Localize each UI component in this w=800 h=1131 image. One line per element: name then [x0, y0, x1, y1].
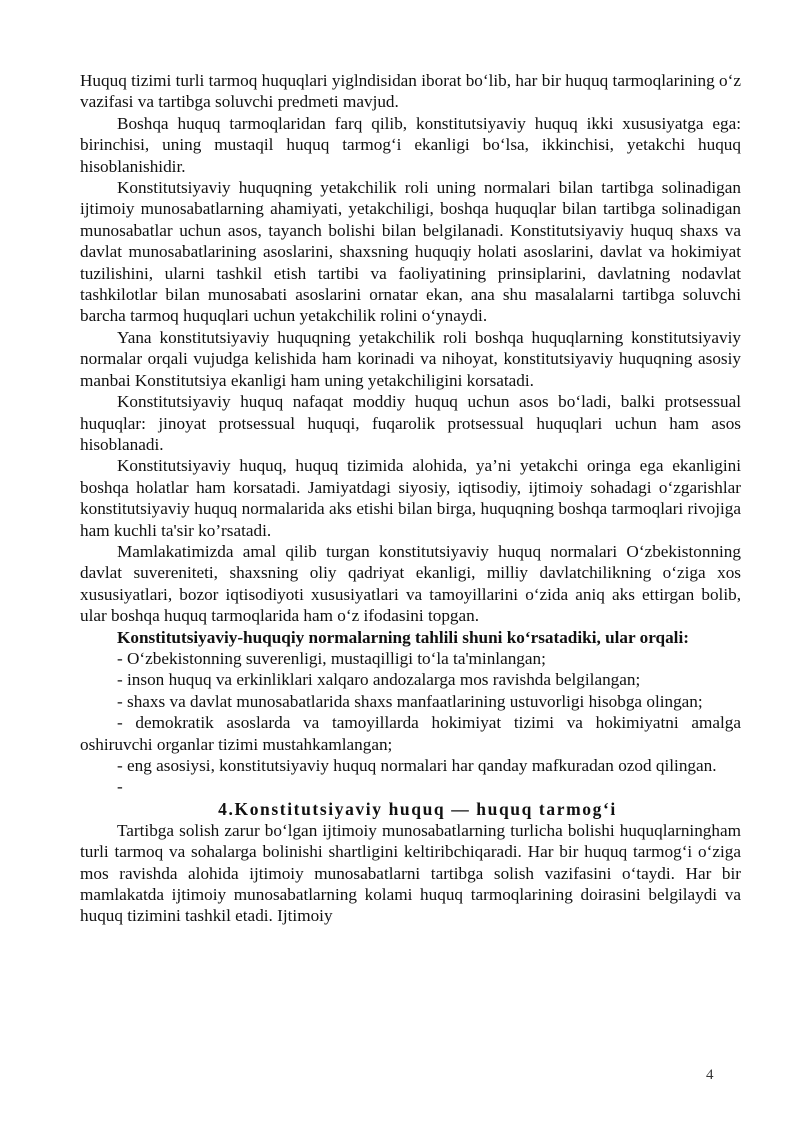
page-number: 4	[706, 1067, 714, 1083]
lone-dash: -	[117, 777, 123, 797]
list-item: - shaxs va davlat munosabatlarida shaxs manfaatlarining ustuvorligi hisobga olingan;	[117, 691, 703, 711]
paragraph: Mamlakatimizda amal qilib turgan konstitutsiyaviy huquq normalari O‘zbekistonning davlat suvereniteti, shaxsning oliy qadriyat ekanligi, milliy davlatchilikning o‘ziga xos xususiyatlari, bozor iqtisodiyoti xususiyatlari va tamoyillarini o‘zida aniq aks ettirgan bolib, ular boshqa huquq tarmoqlarida ham o‘z ifodasini topgan.	[80, 541, 741, 626]
paragraph: Boshqa huquq tarmoqlaridan farq qilib, konstitutsiyaviy huquq ikki xususiyatga ega: birinchisi, uning mustaqil huquq tarmog‘i ekanligi bo‘lsa, ikkinchisi, yetakchi huquq hisoblanishidir.	[80, 113, 741, 176]
paragraph: Tartibga solish zarur bo‘lgan ijtimoiy munosabatlarning turlicha bolishi huquqlarningham turli tarmoq va sohalarga bolinishi shartligini keltiribchiqaradi. Har bir huquq tarmog‘i o‘ziga mos ravishda alohida ijtimoiy munosabatlarni tartibga solish vazifasini o‘taydi. Har bir mamlakatda ijtimoiy munosabatlarning kolami huquq tarmoqlarining doirasini belgilaydi va huquq tizimini tashkil etadi. Ijtimoiy	[80, 820, 741, 926]
paragraph: Huquq tizimi turli tarmoq huquqlari yiglndisidan iborat bo‘lib, har bir huquq tarmoqlarining o‘z vazifasi va tartibga soluvchi predmeti mavjud.	[80, 71, 741, 112]
section-heading: 4.Konstitutsiyaviy huquq — huquq tarmog‘i	[218, 798, 617, 819]
list-item: - inson huquq va erkinliklari xalqaro andozalarga mos ravishda belgilangan;	[117, 670, 641, 690]
document-page	[80, 70, 741, 927]
paragraph: Konstitutsiyaviy huquq nafaqat moddiy huquq uchun asos bo‘ladi, balki protsessual huquqlar: jinoyat protsessual huquqi, fuqarolik protsessual huquqlari uchun ham asos hisoblanadi.	[80, 392, 741, 454]
paragraph: Yana konstitutsiyaviy huquqning yetakchilik roli boshqa huquqlarning konstitutsiyaviy normalar orqali vujudga kelishida ham korinadi va nihoyat, konstitutsiyaviy huquqning asosiy manbai Konstitutsiya ekanligi ham uning yetakchiligini korsatadi.	[80, 327, 741, 390]
paragraph: Konstitutsiyaviy huquqning yetakchilik roli uning normalari bilan tartibga solinadigan ijtimoiy munosabatlarning ahamiyati, yetakchiligi, boshqa huquqlar bilan tartibga solinadigan munosabatlar uchun asos, tayanch bolishi bilan belgilanadi. Konstitutsiyaviy huquq shaxs va davlat munosabatlarining asoslarini, shaxsning huquqiy holati asoslarini, davlat va hokimiyat tuzilishini, ularni tashkil etish tartibi va faoliyatining prinsiplarini, davlatning nodavlat tashkilotlar bilan munosabati asoslarini ornatar ekan, ana shu masalalarni tartibga soluvchi barcha tarmoq huquqlari uchun yetakchilik rolini o‘ynaydi.	[80, 178, 741, 326]
paragraph: Konstitutsiyaviy huquq, huquq tizimida alohida, ya’ni yetakchi oringa ega ekanligini boshqa holatlar ham korsatadi. Jamiyatdagi siyosiy, iqtisodiy, ijtimoiy sohadagi o‘zgarishlar konstitutsiyaviy huquq normalarida aks etishi bilan birga, huquqning boshqa tarmoqlari rivojiga ham kuchli ta'sir ko’rsatadi.	[80, 456, 741, 540]
list-item: - O‘zbekistonning suverenligi, mustaqilligi to‘la ta'minlangan;	[117, 648, 546, 668]
list-item: - eng asosiysi, konstitutsiyaviy huquq normalari har qanday mafkuradan ozod qilingan.	[117, 756, 717, 775]
bold-lead-sentence: Konstitutsiyaviy-huquqiy normalarning tahlili shuni ko‘rsatadiki, ular orqali:	[117, 627, 689, 647]
list-item: - demokratik asoslarda va tamoyillarda hokimiyat tizimi va hokimiyatni amalga oshiruvchi organlar tizimi mustahkamlangan;	[80, 713, 741, 754]
